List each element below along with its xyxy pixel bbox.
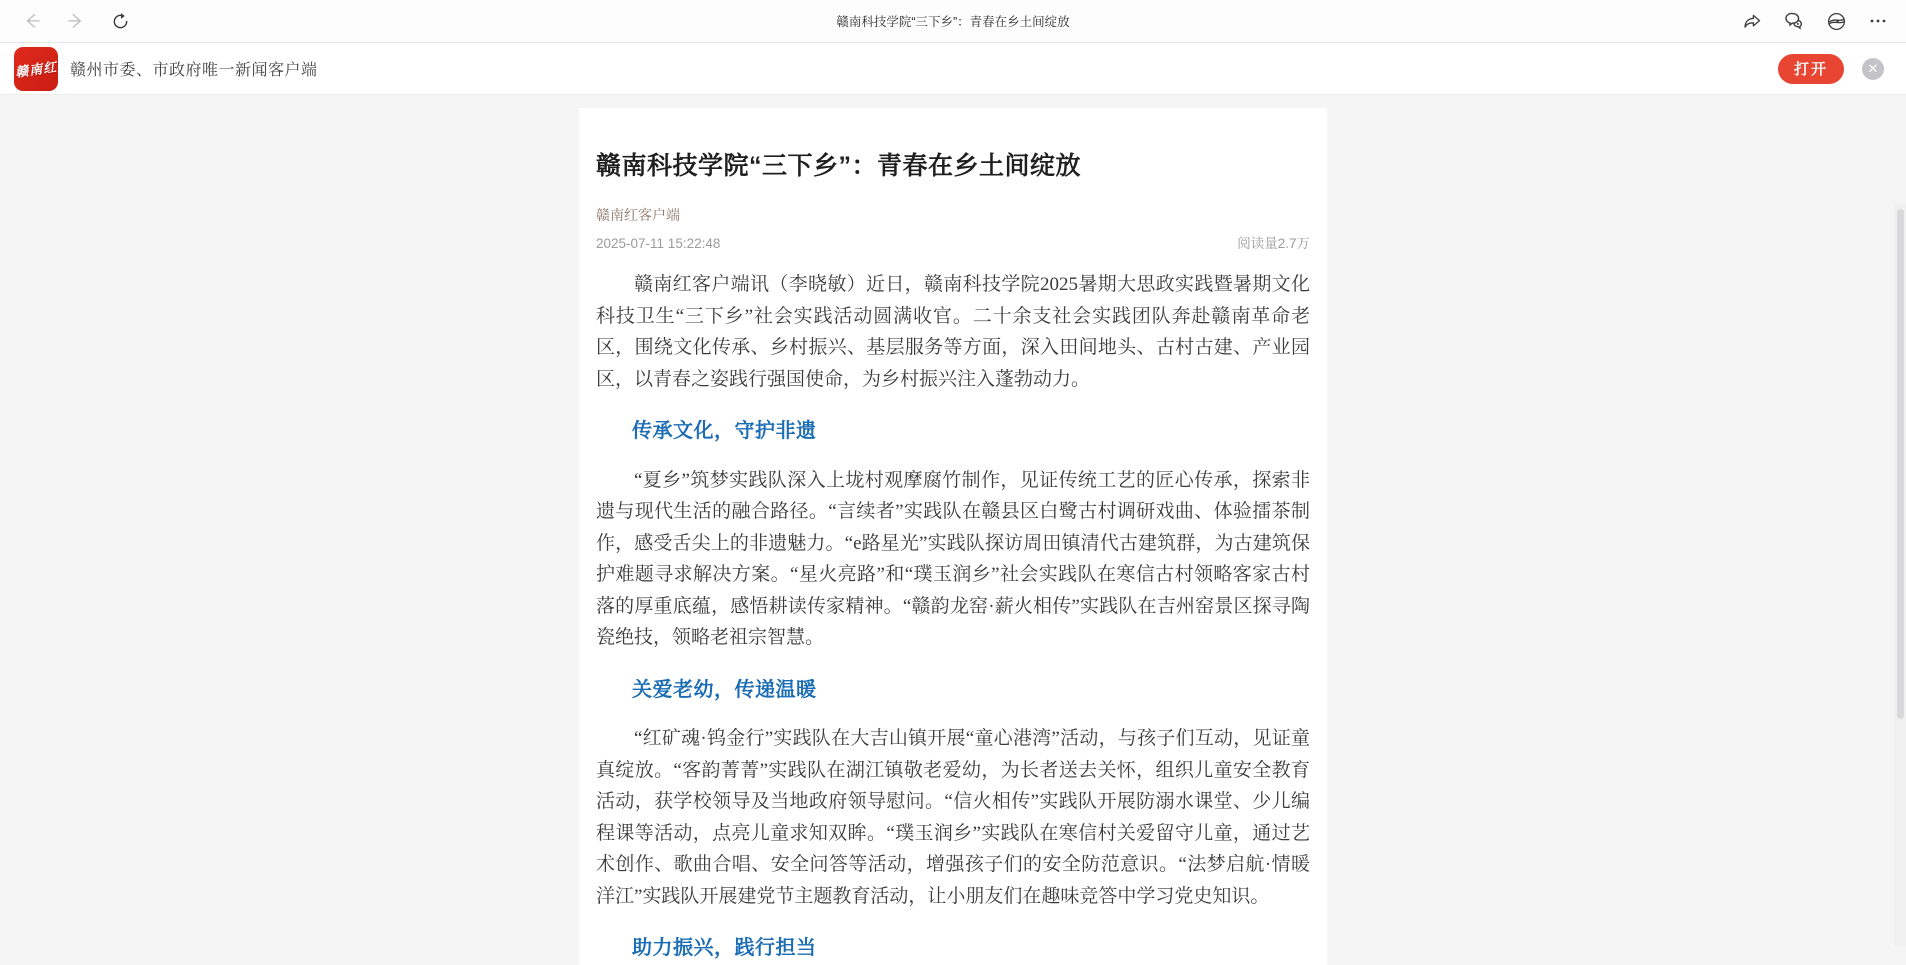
- forward-icon[interactable]: [66, 11, 86, 31]
- browser-nav-group: [22, 11, 130, 31]
- article-paragraph: “夏乡”筑梦实践队深入上垅村观摩腐竹制作，见证传统工艺的匠心传承，探索非遗与现代生活的融合路径。“言续者”实践队在赣县区白鹭古村调研戏曲、体验擂茶制作，感受舌尖上的非遗魅力。“e路星光”实践队探访周田镇清代古建筑群，为古建筑保护难题寻求解决方案。“星火亮路”和“璞玉润乡”社会实践队在寒信古村领略客家古村落的厚重底蕴，感悟耕读传家精神。“赣韵龙窑·薪火相传”实践队在吉州窑景区探寻陶瓷绝技，领略老祖宗智慧。: [596, 469, 1310, 648]
- scrollbar-track[interactable]: [1894, 203, 1906, 946]
- browser-tab-title: 赣南科技学院“三下乡”：青春在乡土间绽放: [836, 15, 1070, 29]
- banner-close-icon[interactable]: ✕: [1862, 58, 1884, 80]
- share-icon[interactable]: [1742, 11, 1762, 31]
- open-app-button[interactable]: 打开: [1778, 54, 1844, 84]
- article-title: 赣南科技学院“三下乡”：青春在乡土间绽放: [596, 152, 1082, 180]
- section-heading: 助力振兴，践行担当: [632, 937, 817, 959]
- browser-action-group: [1742, 0, 1888, 42]
- app-download-banner: [0, 43, 1906, 95]
- browser-toolbar: [0, 0, 1906, 43]
- article-meta-row: [596, 232, 1310, 252]
- app-tagline: 赣州市委、市政府唯一新闻客户端: [70, 62, 318, 79]
- article-read-count: 阅读量2.7万: [1237, 236, 1310, 251]
- scrollbar-thumb[interactable]: [1897, 209, 1904, 719]
- article-paragraph: “红矿魂·钨金行”实践队在大吉山镇开展“童心港湾”活动，与孩子们互动，见证童真绽放。“客韵菁菁”实践队在湖江镇敬老爱幼，为长者送去关怀，组织儿童安全教育活动，获学校领导及当地政府领导慰问。“信火相传”实践队开展防溺水课堂、少儿编程课等活动，点亮儿童求知双眸。“璞玉润乡”实践队在寒信村关爱留守儿童，通过艺术创作、歌曲合唱、安全问答等活动，增强孩子们的安全防范意识。“法梦启航·情暖洋江”实践队开展建党节主题教育活动，让小朋友们在趣味竞答中学习党史知识。: [596, 728, 1310, 907]
- app-logo-text: 赣南红: [14, 59, 58, 80]
- page-background: [0, 108, 1906, 959]
- more-menu-icon[interactable]: [1868, 11, 1888, 31]
- article-body: [596, 269, 1310, 965]
- section-heading: 传承文化，守护非遗: [632, 420, 817, 442]
- chat-bubbles-icon[interactable]: [1784, 11, 1804, 31]
- article-card: [579, 108, 1327, 965]
- reload-icon[interactable]: [110, 11, 130, 31]
- app-logo[interactable]: [14, 47, 58, 91]
- article-source: 赣南红客户端: [596, 207, 680, 223]
- article-date: 2025-07-11 15:22:48: [596, 236, 721, 251]
- back-icon[interactable]: [22, 11, 42, 31]
- article-paragraph: 赣南红客户端讯（李晓敏）近日，赣南科技学院2025暑期大思政实践暨暑期文化科技卫生“三下乡”社会实践活动圆满收官。二十余支社会实践团队奔赴赣南革命老区，围绕文化传承、乡村振兴、基层服务等方面，深入田间地头、古村古建、产业园区，以青春之姿践行强国使命，为乡村振兴注入蓬勃动力。: [596, 274, 1310, 390]
- section-heading: 关爱老幼，传递温暖: [632, 678, 817, 701]
- browser-logo-icon[interactable]: [1826, 11, 1846, 31]
